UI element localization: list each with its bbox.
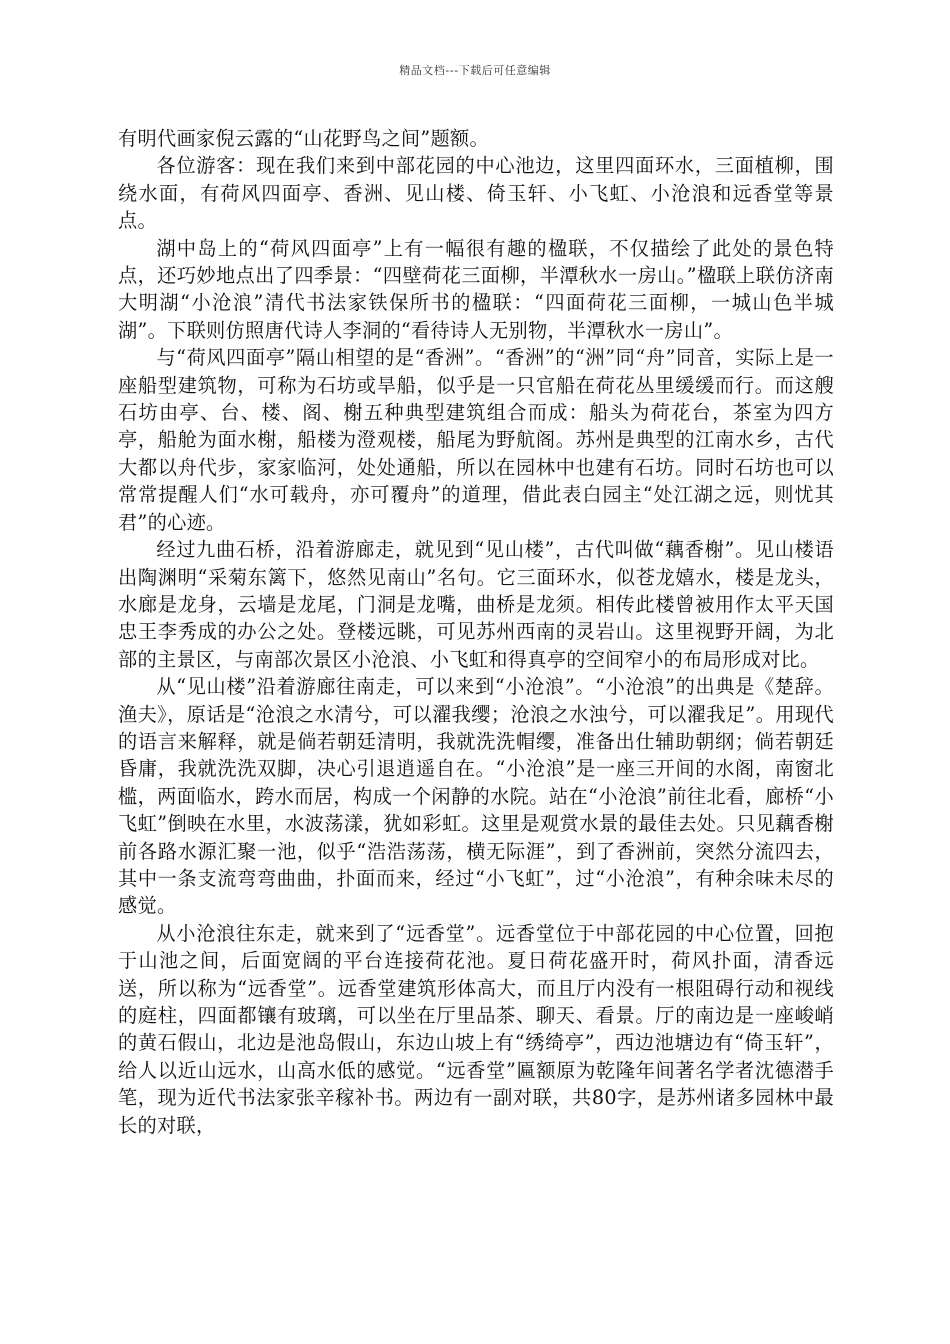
paragraph-continuation: 有明代画家倪云露的“山花野鸟之间”题额。 xyxy=(118,127,489,150)
paragraph-intro-pond: 各位游客：现在我们来到中部花园的中心池边，这里四面环水，三面植柳，围绕水面，有荷风四面亭、香洲、见山楼、倚玉轩、小飞虹、小沧浪和远香堂等景点。 xyxy=(118,154,834,233)
paragraph-xiaocanglang: 从“见山楼”沿着游廊往南走，可以来到“小沧浪”。“小沧浪”的出典是《楚辞。渔夫》，原话是“沧浪之水清兮，可以濯我缨；沧浪之水浊兮，可以濯我足”。用现代的语言来解释，就是倘若朝廷清明，我就洗洗帽缨，准备出仕辅助朝纲；倘若朝廷昏庸，我就洗洗双脚，决心引退逍遥自在。“小沧浪”是一座三开间的水阁，南窗北槛，两面临水，跨水而居，构成一个闲静的水院。站在“小沧浪”前往北看，廊桥“小飞虹”倒映在水里，水波荡漾，犹如彩虹。这里是观赏水景的最佳去处。只见藕香榭前各路水源汇聚一池，似乎“浩浩荡荡，横无际涯”，到了香洲前，突然分流四去，其中一条支流弯弯曲曲，扑面而来，经过“小飞虹”，过“小沧浪”，有种余味未尽的感觉。 xyxy=(118,675,834,918)
document-body xyxy=(118,125,834,1139)
paragraph-xiangzhou: 与“荷风四面亭”隔山相望的是“香洲”。“香洲”的“洲”同“舟”同音，实际上是一座船型建筑物，可称为石坊或旱船，似乎是一只官船在荷花丛里缓缓而行。而这艘石坊由亭、台、楼、阁、榭五种典型建筑组合而成：船头为荷花台，茶室为四方亭，船舱为面水榭，船楼为澄观楼，船尾为野航阁。苏州是典型的江南水乡，古代大都以舟代步，家家临河，处处通船，所以在园林中也建有石坊。同时石坊也可以常常提醒人们“水可载舟，亦可覆舟”的道理，借此表白园主“处江湖之远，则忧其君”的心迹。 xyxy=(118,346,834,534)
paragraph-yuanxiang-hall: 从小沧浪往东走，就来到了“远香堂”。远香堂位于中部花园的中心位置，回抱于山池之间，后面宽阔的平台连接荷花池。夏日荷花盛开时，荷风扑面，清香远送，所以称为“远香堂”。远香堂建筑形体高大，而且厅内没有一根阻碍行动和视线的庭柱，四面都镶有玻璃，可以坐在厅里品茶、聊天、看景。厅的南边是一座峻峭的黄石假山，北边是池岛假山，东边山坡上有“绣绮亭”，西边池塘边有“倚玉轩”，给人以近山远水，山高水低的感觉。“远香堂”匾额原为乾隆年间著名学者沈德潜手笔，现为近代书法家张辛稼补书。两边有一副对联，共80字，是苏州诸多园林中最长的对联， xyxy=(118,921,834,1137)
paragraph-jianshan-tower: 经过九曲石桥，沿着游廊走，就见到“见山楼”，古代叫做“藕香榭”。见山楼语出陶渊明“采菊东篱下，悠然见南山”名句。它三面环水，似苍龙嬉水，楼是龙头，水廊是龙身，云墙是龙尾，门洞是龙嘴，曲桥是龙须。相传此楼曾被用作太平天国忠王李秀成的办公之处。登楼远眺，可见苏州西南的灵岩山。这里视野开阔，为北部的主景区，与南部次景区小沧浪、小飞虹和得真亭的空间窄小的布局形成对比。 xyxy=(118,538,834,671)
page-header: 精品文档---下载后可任意编辑 xyxy=(399,64,551,77)
paragraph-hefeng-pavilion: 湖中岛上的“荷风四面亭”上有一幅很有趣的楹联，不仅描绘了此处的景色特点，还巧妙地点出了四季景：“四壁荷花三面柳，半潭秋水一房山。”楹联上联仿济南大明湖“小沧浪”清代书法家铁保所书的楹联：“四面荷花三面柳，一城山色半城湖”。下联则仿照唐代诗人李洞的“看待诗人无别物，半潭秋水一房山”。 xyxy=(118,236,834,342)
